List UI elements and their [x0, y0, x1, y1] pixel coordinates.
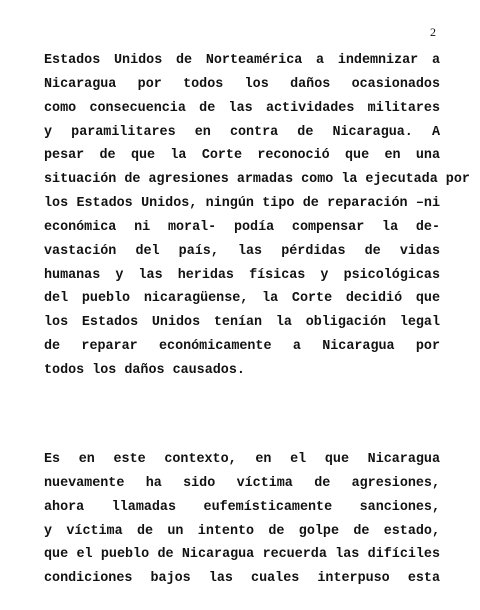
- paragraph-line: Estados Unidos de Norteamérica a indemnizar a: [44, 53, 440, 68]
- page-number: 2: [430, 25, 436, 39]
- paragraph-line: vastación del país, las pérdidas de vidas: [44, 243, 440, 259]
- paragraph-line: del pueblo nicaragüense, la Corte decidió que: [44, 291, 440, 307]
- paragraph-line: los Estados Unidos, ningún tipo de reparación –ni: [44, 196, 440, 212]
- paragraph-line: que el pueblo de Nicaragua recuerda las difíciles: [44, 547, 440, 563]
- paragraph-line: los Estados Unidos tenían la obligación legal: [44, 315, 440, 331]
- paragraph-line: económica ni moral- podía compensar la de-: [44, 219, 440, 235]
- paragraph-line: como consecuencia de las actividades militares: [44, 100, 440, 116]
- paragraph-1: [44, 49, 470, 383]
- paragraph-line: de reparar económicamente a Nicaragua por: [44, 339, 440, 355]
- paragraph-line: situación de agresiones armadas como la ejecutada por: [44, 172, 470, 188]
- paragraph-line: ahora llamadas eufemísticamente sanciones,: [44, 499, 440, 515]
- paragraph-line: condiciones bajos las cuales interpuso esta: [44, 571, 440, 587]
- paragraph-line: Nicaragua por todos los daños ocasionados: [44, 76, 440, 92]
- paragraph-line: pesar de que la Corte reconoció que en una: [44, 148, 440, 164]
- paragraph-line: humanas y las heridas físicas y psicológicas: [44, 267, 440, 283]
- paragraph-line: Es en este contexto, en el que Nicaragua: [44, 452, 440, 467]
- paragraph-line: y víctima de un intento de golpe de estado,: [44, 523, 440, 539]
- paragraph-line: todos los daños causados.: [44, 362, 245, 378]
- paragraph-2: [44, 448, 440, 591]
- paragraph-line: y paramilitares en contra de Nicaragua. A: [44, 124, 440, 140]
- paragraph-line: nuevamente ha sido víctima de agresiones,: [44, 475, 440, 491]
